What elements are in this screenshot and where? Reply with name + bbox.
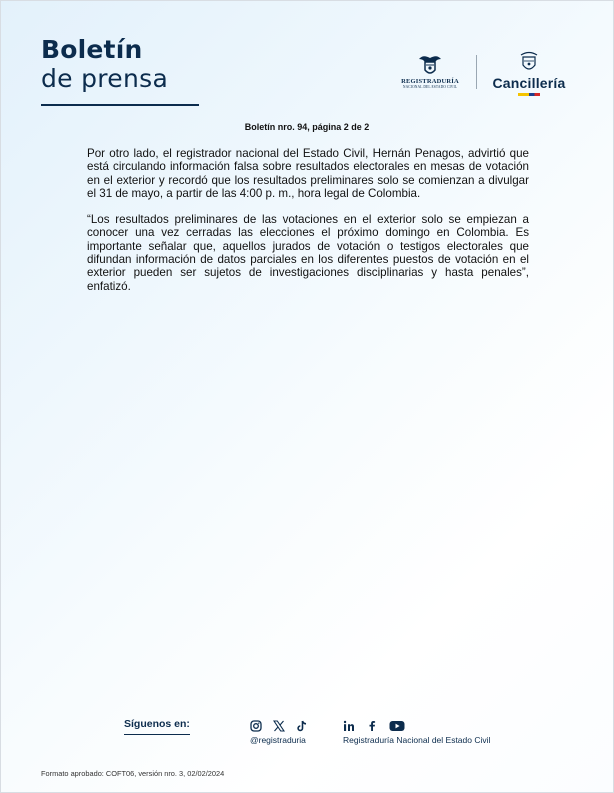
title-underline — [41, 104, 199, 106]
social-icons-right — [343, 720, 405, 732]
registraduria-logo — [398, 53, 462, 93]
registraduria-logo-text: REGISTRADURÍA — [401, 78, 459, 85]
body-text — [87, 147, 529, 306]
linkedin-icon[interactable] — [343, 720, 355, 732]
social-account-name[interactable]: Registraduría Nacional del Estado Civil — [343, 735, 491, 745]
bulletin-title-line2: de prensa — [41, 64, 169, 93]
youtube-icon[interactable] — [389, 720, 405, 732]
social-handle[interactable]: @registraduria — [250, 735, 306, 745]
paragraph: Por otro lado, el registrador nacional del Estado Civil, Hernán Penagos, advirtió que está circulando información falsa sobre resultados electorales en mesas de votación en el exterior y recordó que los resultados preliminares solo se comienzan a divulgar el 31 de mayo, a partir de las 4:00 p. m., hora legal de Colombia. — [87, 147, 529, 200]
cancilleria-logo — [489, 51, 569, 96]
instagram-icon[interactable] — [250, 720, 262, 732]
follow-label: Síguenos en: — [124, 718, 190, 730]
x-icon[interactable] — [273, 720, 285, 732]
social-icons-left — [250, 720, 308, 732]
paragraph: “Los resultados preliminares de las votaciones en el exterior solo se empiezan a conocer una vez cerradas las elecciones el próximo domingo en Colombia. Es importante señalar que, aquellos jurados de votación o testigos electorales que difundan información de datos parciales en los diferentes puestos de votación en el exterior pueden ser sujetos de investigaciones disciplinarias y hasta penales”, enfatizó. — [87, 213, 529, 293]
follow-underline — [124, 734, 190, 735]
format-note: Formato aprobado: COFT06, versión nro. 3, 02/02/2024 — [41, 769, 225, 778]
logo-divider — [476, 55, 477, 89]
bulletin-title-line1: Boletín — [41, 35, 143, 64]
registraduria-logo-subtext: NACIONAL DEL ESTADO CIVIL — [402, 85, 458, 89]
bulletin-title — [41, 37, 168, 91]
coat-of-arms-icon — [417, 53, 443, 77]
facebook-icon[interactable] — [366, 720, 378, 732]
colombia-flag-stripe — [518, 93, 540, 96]
tiktok-icon[interactable] — [296, 720, 308, 732]
page-label: Boletín nro. 94, página 2 de 2 — [244, 122, 370, 132]
shield-icon — [518, 51, 540, 75]
cancilleria-logo-text: Cancillería — [492, 75, 566, 91]
